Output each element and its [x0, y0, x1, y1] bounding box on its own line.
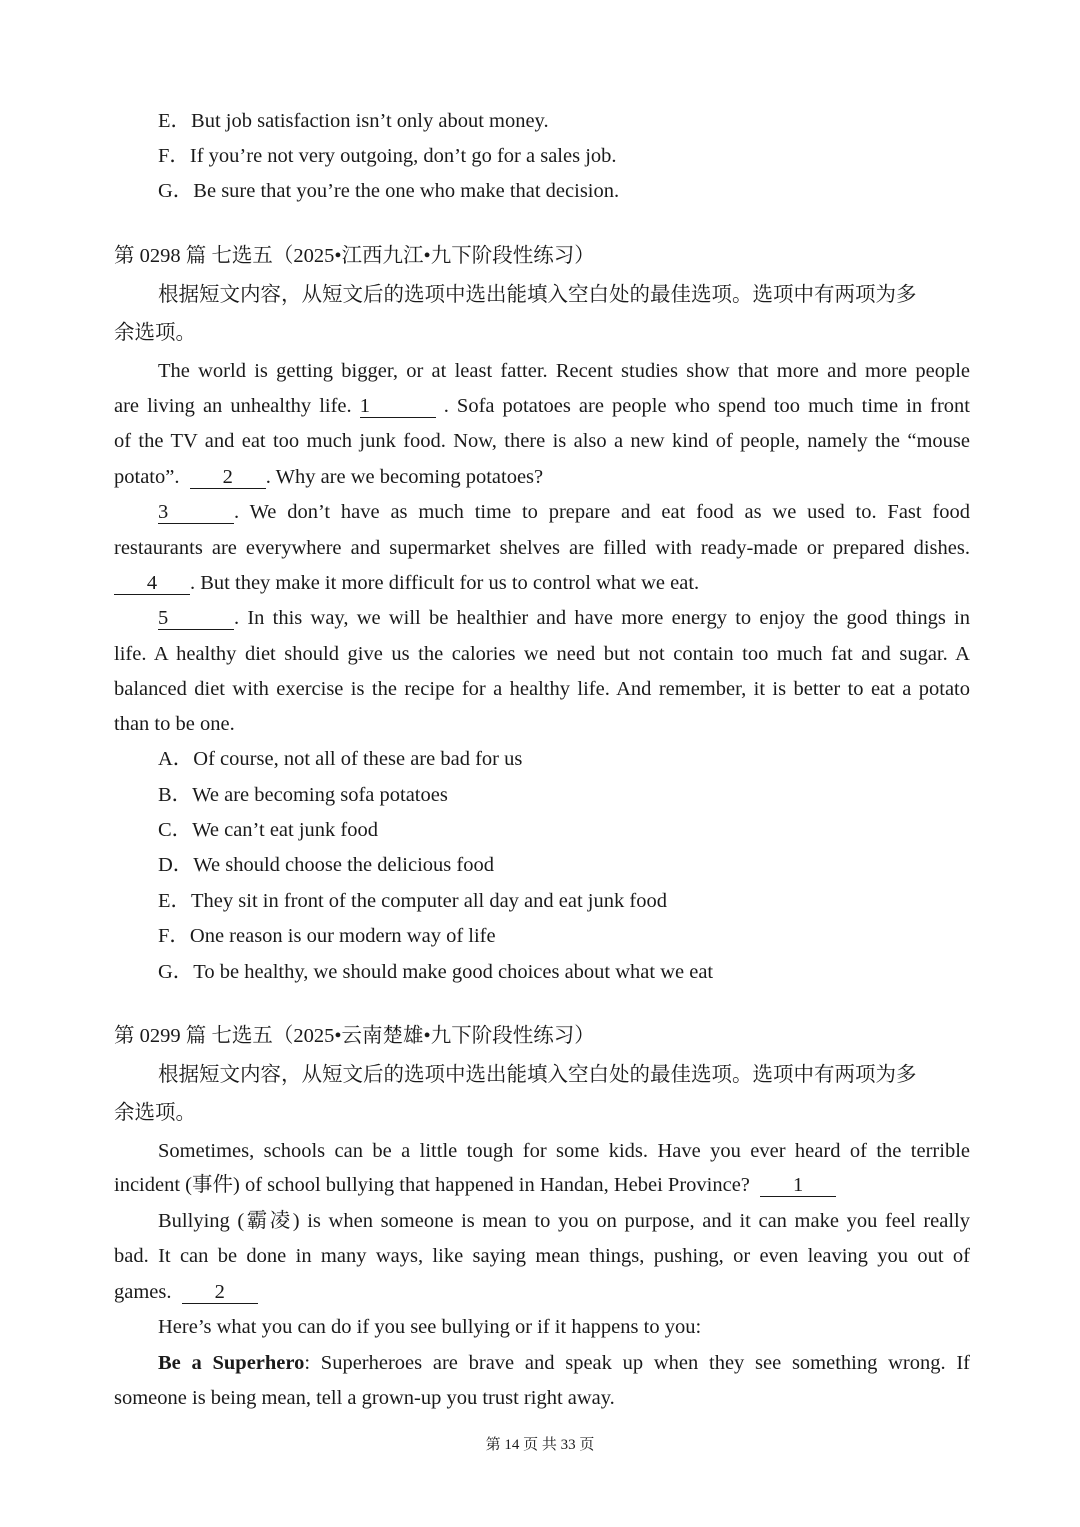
prev-option-e: E．But job satisfaction isn’t only about money. [158, 110, 549, 132]
blank-2: 2 [190, 466, 266, 489]
s298-p1-line4: potato”. 2 . Why are we becoming potatoes? [114, 466, 544, 488]
s298-option-b: B．We are becoming sofa potatoes [158, 784, 448, 806]
section-0298-instruction-2: 余选项。 [114, 322, 196, 344]
section-0299-instruction-1: 根据短文内容，从短文后的选项中选出能填入空白处的最佳选项。选项中有两项为多 [158, 1064, 917, 1086]
superhero-heading: Be a Superhero [158, 1352, 305, 1374]
s298-p1-line1: The world is getting bigger, or at least fatter. Recent studies show that more and more people [158, 360, 970, 382]
s299-p4-line1: Be a Superhero: Superheroes are brave and speak up when they see something wrong. If [158, 1352, 970, 1374]
section-0299-instruction-2: 余选项。 [114, 1102, 196, 1124]
prev-option-g: G．Be sure that you’re the one who make that decision. [158, 180, 620, 202]
s299-p2-line2: bad. It can be done in many ways, like saying mean things, pushing, or even leaving you out of [114, 1245, 970, 1267]
s298-p2-line3: 4 . But they make it more difficult for us to control what we eat. [114, 570, 699, 596]
s298-option-g: G．To be healthy, we should make good choices about what we eat [158, 961, 714, 983]
blank-4: 4 [114, 572, 190, 595]
section-0299-header: 第 0299 篇 七选五（2025•云南楚雄•九下阶段性练习） [114, 1025, 595, 1047]
blank-3: 3 [158, 501, 234, 524]
s299-p1-line1: Sometimes, schools can be a little tough for some kids. Have you ever heard of the terrible [158, 1140, 970, 1162]
blank-1: 1 [360, 395, 436, 418]
blank-5: 5 [158, 607, 234, 630]
s298-option-f: F．One reason is our modern way of life [158, 925, 496, 947]
s299-p2-line3: games. 2 [114, 1279, 258, 1305]
blank-1: 1 [760, 1174, 836, 1197]
s298-p3-line1: 5 . In this way, we will be healthier and have more energy to enjoy the good things in [158, 607, 970, 629]
s299-p4-line2: someone is being mean, tell a grown-up you trust right away. [114, 1387, 615, 1409]
s298-option-c: C．We can’t eat junk food [158, 819, 378, 841]
section-0298-header: 第 0298 篇 七选五（2025•江西九江•九下阶段性练习） [114, 245, 595, 267]
s298-option-d: D．We should choose the delicious food [158, 854, 494, 876]
section-0298-instruction-1: 根据短文内容，从短文后的选项中选出能填入空白处的最佳选项。选项中有两项为多 [158, 284, 917, 306]
s298-option-e: E．They sit in front of the computer all day and eat junk food [158, 890, 667, 912]
prev-option-f: F．If you’re not very outgoing, don’t go for a sales job. [158, 145, 617, 167]
s299-p2-line1: Bullying (霸凌) is when someone is mean to you on purpose, and it can make you feel really [158, 1210, 970, 1232]
page-footer: 第 14 页 共 33 页 [485, 1437, 595, 1453]
s298-p3-line4: than to be one. [114, 713, 235, 735]
s299-p1-line2: incident (事件) of school bullying that happened in Handan, Hebei Province? 1 [114, 1172, 836, 1198]
s299-p3: Here’s what you can do if you see bullying or if it happens to you: [158, 1316, 702, 1338]
s298-p2-line2: restaurants are everywhere and supermarket shelves are filled with ready-made or prepared dishes. [114, 537, 970, 559]
s298-p3-line3: balanced diet with exercise is the recipe for a healthy life. And remember, it is better to eat a potato [114, 678, 970, 700]
s298-p1-line3: of the TV and eat too much junk food. Now, there is also a new kind of people, namely the “mouse [114, 430, 970, 452]
s298-p1-line2: are living an unhealthy life. 1 . Sofa potatoes are people who spend too much time in front [114, 395, 970, 417]
s298-option-a: A．Of course, not all of these are bad for us [158, 748, 523, 770]
blank-2: 2 [182, 1281, 258, 1304]
s298-p3-line2: life. A healthy diet should give us the calories we need but not contain too much fat and sugar. A [114, 643, 970, 665]
s298-p2-line1: 3 . We don’t have as much time to prepare and eat food as we used to. Fast food [158, 501, 970, 523]
